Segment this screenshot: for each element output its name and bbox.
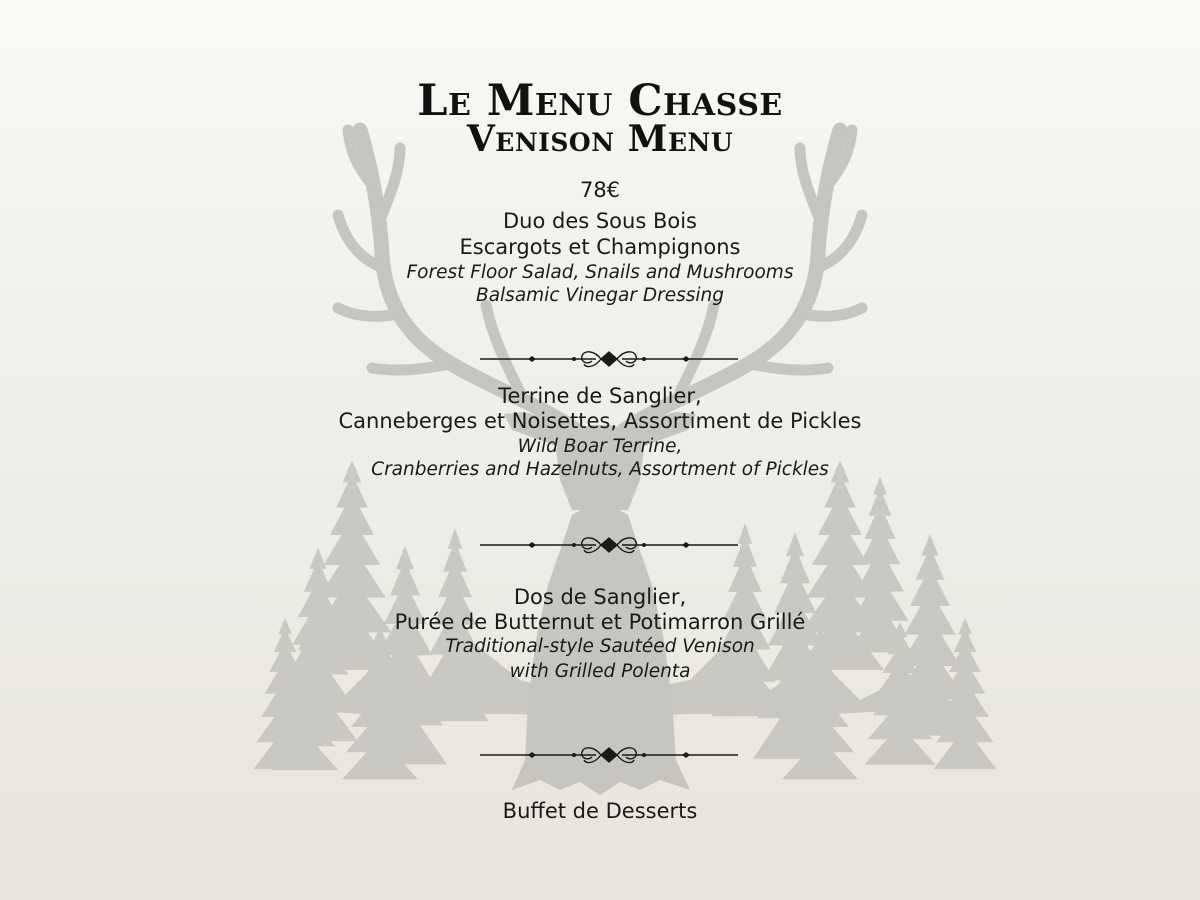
course-1-french-line-2: Escargots et Champignons bbox=[459, 235, 741, 259]
course-4-french-line-1: Buffet de Desserts bbox=[502, 799, 698, 823]
course-3-french-line-1: Dos de Sanglier, bbox=[513, 585, 687, 609]
menu-title-english: Venison Menu bbox=[466, 118, 734, 160]
course-1-french-line-1: Duo des Sous Bois bbox=[502, 209, 697, 233]
course-2-english-line-1: Wild Boar Terrine, bbox=[517, 436, 683, 457]
menu-price: 78€ bbox=[579, 178, 621, 202]
course-2-french-line-1: Terrine de Sanglier, bbox=[498, 384, 702, 408]
ornamental-divider-icon bbox=[478, 740, 740, 770]
course-2-french-line-2: Canneberges et Noisettes, Assortiment de Pickles bbox=[338, 409, 862, 433]
ornamental-divider-icon bbox=[478, 344, 740, 374]
course-1-english-line-1: Forest Floor Salad, Snails and Mushrooms bbox=[406, 262, 794, 283]
course-2-english-line-2: Cranberries and Hazelnuts, Assortment of Pickles bbox=[371, 459, 829, 480]
menu-title-french: Le Menu Chasse bbox=[417, 76, 783, 126]
course-3-english-line-1: Traditional-style Sautéed Venison bbox=[445, 636, 755, 657]
course-3-english-line-2: with Grilled Polenta bbox=[509, 661, 691, 682]
course-1-english-line-2: Balsamic Vinegar Dressing bbox=[476, 285, 724, 306]
ornamental-divider-icon bbox=[478, 530, 740, 560]
course-3-french-line-2: Purée de Butternut et Potimarron Grillé bbox=[394, 610, 806, 634]
